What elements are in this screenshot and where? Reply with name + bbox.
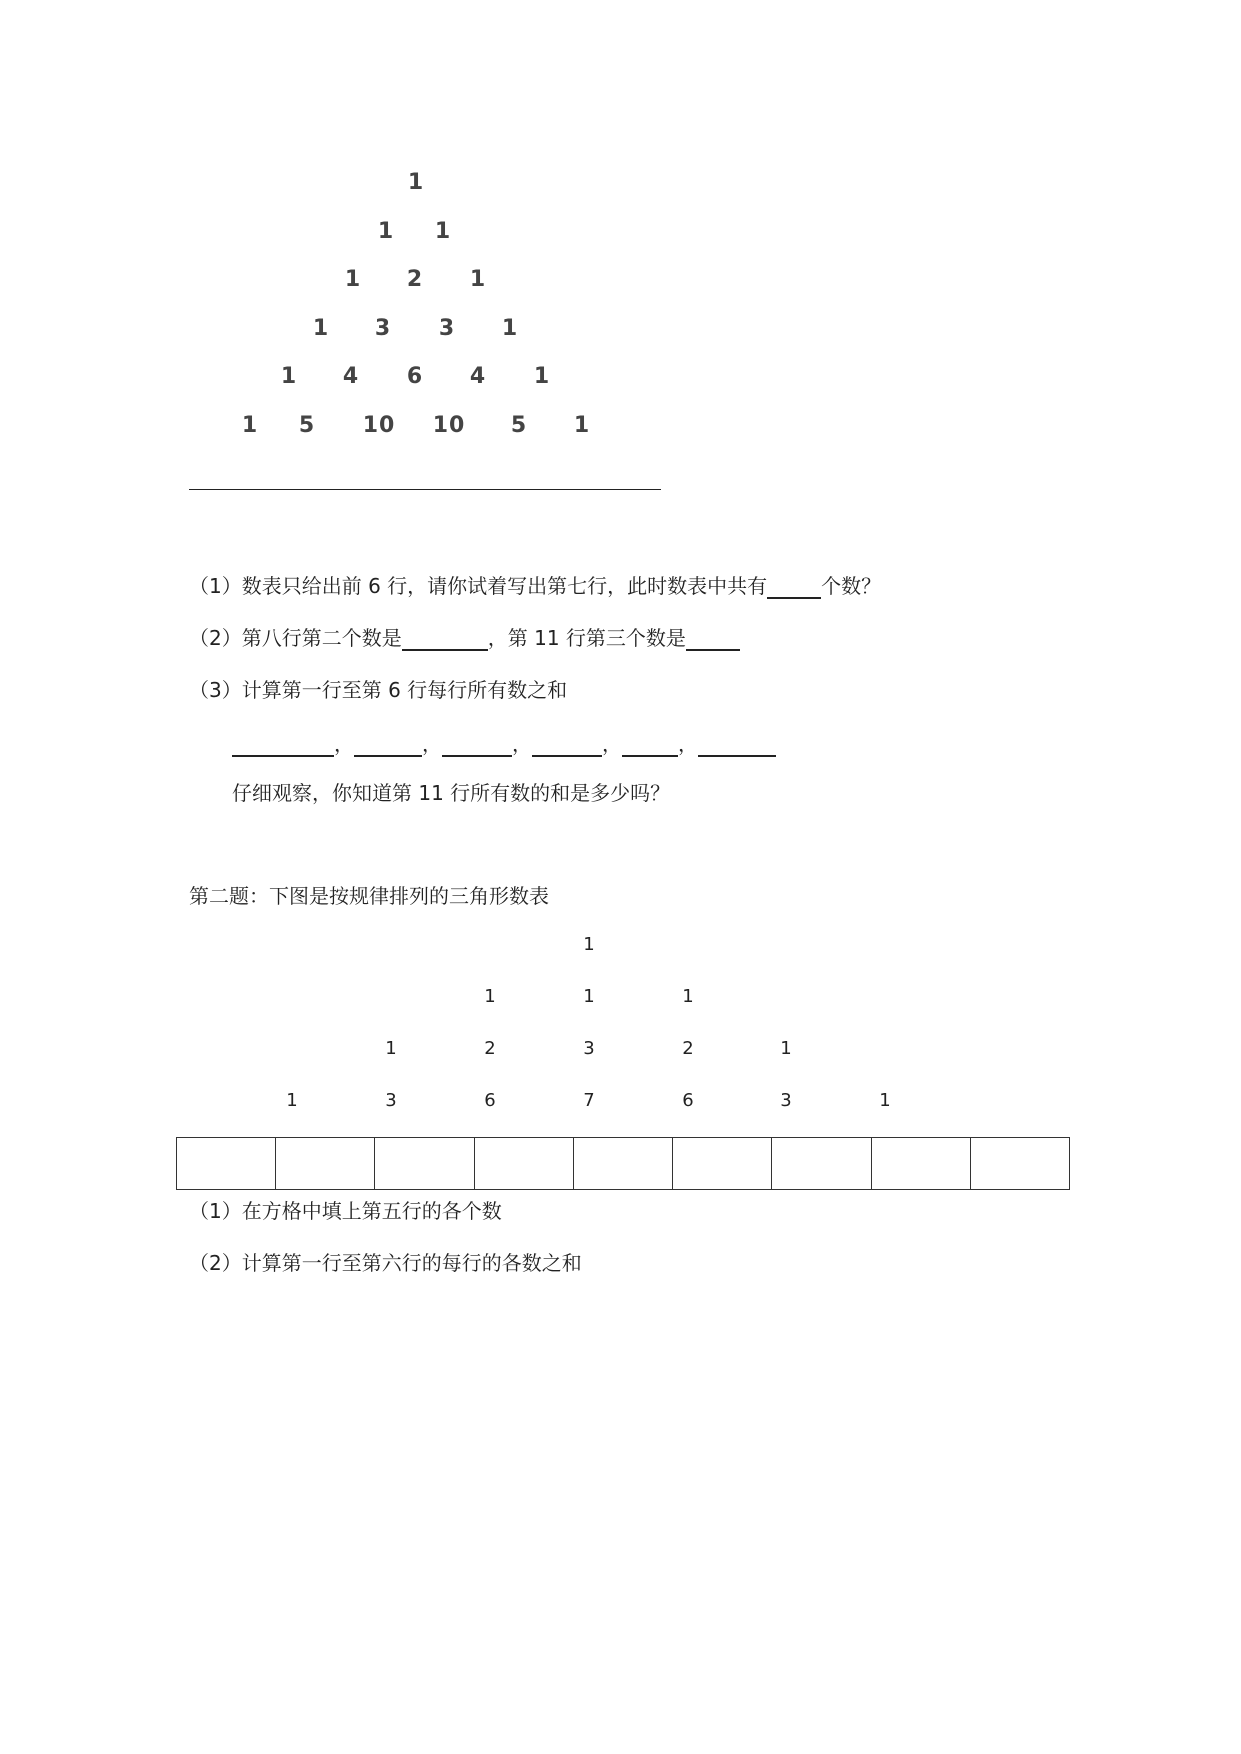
triangle2-number: 1 xyxy=(583,986,595,1007)
triangle2-number: 3 xyxy=(385,1090,397,1111)
triangle1-number: 2 xyxy=(406,267,424,292)
triangle2-number: 6 xyxy=(682,1090,694,1111)
triangle1-number: 1 xyxy=(344,267,362,292)
triangle1-number: 1 xyxy=(407,170,425,195)
answer-blank[interactable] xyxy=(402,627,488,651)
triangle1-number: 5 xyxy=(510,413,528,438)
section-2-heading xyxy=(189,880,549,909)
answer-line xyxy=(189,489,661,490)
comma: ， xyxy=(422,732,442,756)
triangle1-number: 1 xyxy=(280,364,298,389)
answer-cell[interactable] xyxy=(971,1138,1069,1189)
row-sum-answers xyxy=(232,728,776,756)
triangle2-number: 1 xyxy=(484,986,496,1007)
answer-blank[interactable] xyxy=(686,627,740,651)
triangle1-number: 3 xyxy=(438,316,456,341)
question-2-text: （2）第八行第二个数是 xyxy=(189,626,402,650)
answer-blank[interactable] xyxy=(698,733,776,757)
triangle1-number: 1 xyxy=(469,267,487,292)
triangle1-number: 4 xyxy=(469,364,487,389)
answer-cell[interactable] xyxy=(772,1138,871,1189)
triangle1-number: 1 xyxy=(434,219,452,244)
answer-blank[interactable] xyxy=(232,733,334,757)
comma: ， xyxy=(602,732,622,756)
triangle1-number: 1 xyxy=(377,219,395,244)
triangle2-number: 2 xyxy=(682,1038,694,1059)
triangle2-number: 1 xyxy=(780,1038,792,1059)
question-3 xyxy=(189,674,567,703)
followup-question-text: 仔细观察，你知道第 11 行所有数的和是多少吗？ xyxy=(232,781,671,805)
answer-cell[interactable] xyxy=(177,1138,276,1189)
answer-cell[interactable] xyxy=(475,1138,574,1189)
triangle2-number: 6 xyxy=(484,1090,496,1111)
triangle2-number: 1 xyxy=(286,1090,298,1111)
triangle2-number: 1 xyxy=(385,1038,397,1059)
triangle1-number: 4 xyxy=(342,364,360,389)
comma: ， xyxy=(678,732,698,756)
question-1 xyxy=(189,570,881,599)
section-2-heading-text: 第二题：下图是按规律排列的三角形数表 xyxy=(189,884,549,908)
triangle1-number: 1 xyxy=(241,413,259,438)
triangle1-number: 1 xyxy=(573,413,591,438)
triangle2-number: 3 xyxy=(583,1038,595,1059)
triangle1-number: 10 xyxy=(432,413,466,438)
triangle2-number: 2 xyxy=(484,1038,496,1059)
answer-grid xyxy=(176,1137,1070,1190)
answer-cell[interactable] xyxy=(375,1138,474,1189)
triangle2-number: 7 xyxy=(583,1090,595,1111)
triangle1-number: 1 xyxy=(533,364,551,389)
comma: ， xyxy=(334,732,354,756)
question-3-text: （3）计算第一行至第 6 行每行所有数之和 xyxy=(189,678,568,702)
answer-blank[interactable] xyxy=(354,733,422,757)
triangle2-number: 1 xyxy=(682,986,694,1007)
answer-blank[interactable] xyxy=(532,733,602,757)
answer-cell[interactable] xyxy=(673,1138,772,1189)
triangle2-number: 1 xyxy=(583,934,595,955)
question-1-text: （1）数表只给出前 6 行，请你试着写出第七行，此时数表中共有 xyxy=(189,574,768,598)
triangle1-number: 3 xyxy=(374,316,392,341)
answer-blank[interactable] xyxy=(767,575,821,599)
question-2 xyxy=(189,622,740,651)
question-1-suffix: 个数？ xyxy=(821,574,882,598)
triangle2-number: 3 xyxy=(780,1090,792,1111)
section-2-question-2 xyxy=(189,1247,582,1276)
triangle1-number: 1 xyxy=(501,316,519,341)
triangle1-number: 6 xyxy=(406,364,424,389)
triangle2-number: 1 xyxy=(879,1090,891,1111)
triangle1-number: 1 xyxy=(312,316,330,341)
section-2-question-1-text: （1）在方格中填上第五行的各个数 xyxy=(189,1199,502,1223)
triangle1-number: 10 xyxy=(362,413,396,438)
answer-cell[interactable] xyxy=(574,1138,673,1189)
answer-blank[interactable] xyxy=(442,733,512,757)
answer-blank[interactable] xyxy=(622,733,678,757)
question-2-text-middle: ，第 11 行第三个数是 xyxy=(487,626,686,650)
answer-cell[interactable] xyxy=(276,1138,375,1189)
section-2-question-2-text: （2）计算第一行至第六行的每行的各数之和 xyxy=(189,1251,582,1275)
answer-cell[interactable] xyxy=(872,1138,971,1189)
triangle1-number: 5 xyxy=(298,413,316,438)
comma: ， xyxy=(512,732,532,756)
followup-question xyxy=(232,777,670,806)
section-2-question-1 xyxy=(189,1195,502,1224)
